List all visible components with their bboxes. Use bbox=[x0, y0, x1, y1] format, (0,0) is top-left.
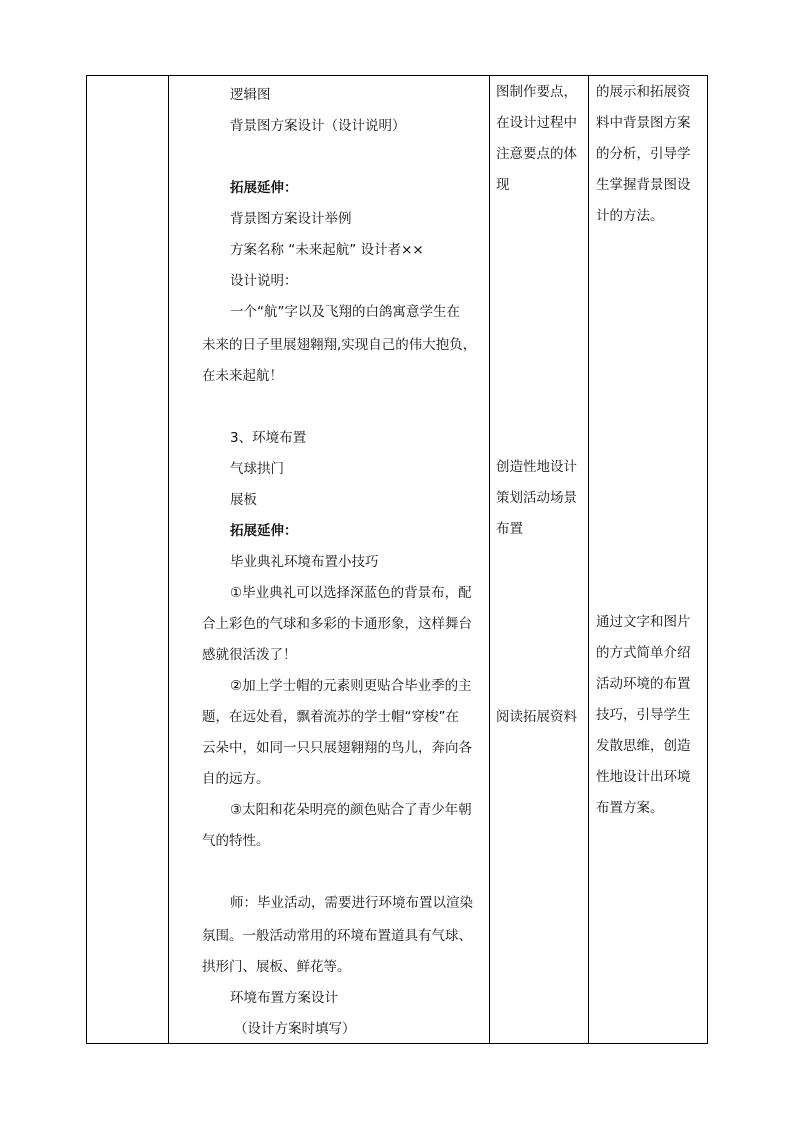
col4-text-line: 阅读拓展资料 bbox=[496, 709, 577, 725]
col3-text-line: 云朵中，如同一只只展翅翱翔的鸟儿，奔向各 bbox=[202, 740, 472, 756]
col3-text-line: 展板 bbox=[230, 492, 257, 508]
col3-text-line: 毕业典礼环境布置小技巧 bbox=[230, 554, 379, 570]
col4-text-line: 图制作要点， bbox=[496, 84, 577, 100]
col5-text-line: 的方式简单介绍 bbox=[596, 645, 691, 661]
table-top-border bbox=[86, 75, 708, 76]
col3-text-line: 气球拱门 bbox=[230, 461, 284, 477]
col3-text-line: 气的特性。 bbox=[202, 833, 270, 849]
col3-text-line: 合上彩色的气球和多彩的卡通形象，这样舞台 bbox=[202, 616, 472, 632]
col3-text-line: 拱形门、展板、鲜花等。 bbox=[202, 959, 351, 975]
col-border-1 bbox=[86, 75, 87, 1044]
col3-text-line: 设计说明： bbox=[230, 273, 298, 289]
col4-text-line: 现 bbox=[496, 177, 510, 193]
col-border-4 bbox=[588, 75, 589, 1044]
col5-text-line: 计的方法。 bbox=[596, 208, 664, 224]
col3-text-line: 背景图方案设计（设计说明） bbox=[230, 118, 406, 134]
col5-text-line: 布置方案。 bbox=[596, 800, 664, 816]
col3-text-line: 感就很活泼了！ bbox=[202, 647, 297, 663]
col3-text-line: 自的远方。 bbox=[202, 771, 270, 787]
col5-text-line: 技巧，引导学生 bbox=[596, 707, 691, 723]
table-bottom-border bbox=[86, 1043, 708, 1044]
col3-text-line: 环境布置方案设计 bbox=[230, 990, 338, 1006]
col3-text-line: （设计方案时填写） bbox=[234, 1021, 356, 1037]
col3-text-line: ③太阳和花朵明亮的颜色贴合了青少年朝 bbox=[230, 802, 472, 818]
col5-text-line: 性地设计出环境 bbox=[596, 769, 691, 785]
col3-text-line: 拓展延伸： bbox=[230, 523, 298, 539]
col4-text-line: 在设计过程中 bbox=[496, 115, 577, 131]
col3-text-line: 在未来起航！ bbox=[202, 368, 283, 384]
col4-text-line: 布置 bbox=[496, 521, 523, 537]
col5-text-line: 料中背景图方案 bbox=[596, 115, 691, 131]
col3-text-line: 逻辑图 bbox=[230, 87, 271, 103]
col3-text-line: 未来的日子里展翅翱翔,实现自己的伟大抱负， bbox=[202, 337, 477, 353]
col3-text-line: ②加上学士帽的元素则更贴合毕业季的主 bbox=[230, 678, 472, 694]
col-border-3 bbox=[489, 75, 490, 1044]
col-border-5 bbox=[707, 75, 708, 1044]
col3-text-line: 拓展延伸： bbox=[230, 180, 298, 196]
col3-text-line: 题，在远处看，飘着流苏的学士帽“穿梭”在 bbox=[202, 709, 459, 725]
col3-text-line: 方案名称 “未来起航” 设计者×× bbox=[230, 242, 424, 258]
col3-text-line: 背景图方案设计举例 bbox=[230, 211, 352, 227]
col3-text-line: 氛围。一般活动常用的环境布置道具有气球、 bbox=[202, 928, 472, 944]
col5-text-line: 发散思维，创造 bbox=[596, 738, 691, 754]
col5-text-line: 活动环境的布置 bbox=[596, 676, 691, 692]
col5-text-line: 生掌握背景图设 bbox=[596, 177, 691, 193]
col4-text-line: 创造性地设计 bbox=[496, 459, 577, 475]
col3-text-line: ①毕业典礼可以选择深蓝色的背景布，配 bbox=[230, 585, 472, 601]
col5-text-line: 通过文字和图片 bbox=[596, 614, 691, 630]
col4-text-line: 策划活动场景 bbox=[496, 490, 577, 506]
col-border-2 bbox=[168, 75, 169, 1044]
col4-text-line: 注意要点的体 bbox=[496, 146, 577, 162]
col5-text-line: 的展示和拓展资 bbox=[596, 84, 691, 100]
col3-text-line: 3、环境布置 bbox=[230, 430, 307, 446]
col3-text-line: 师：毕业活动，需要进行环境布置以渲染 bbox=[230, 895, 473, 911]
col3-text-line: 一个“航”字以及飞翔的白鸽寓意学生在 bbox=[230, 304, 460, 320]
col5-text-line: 的分析，引导学 bbox=[596, 146, 691, 162]
